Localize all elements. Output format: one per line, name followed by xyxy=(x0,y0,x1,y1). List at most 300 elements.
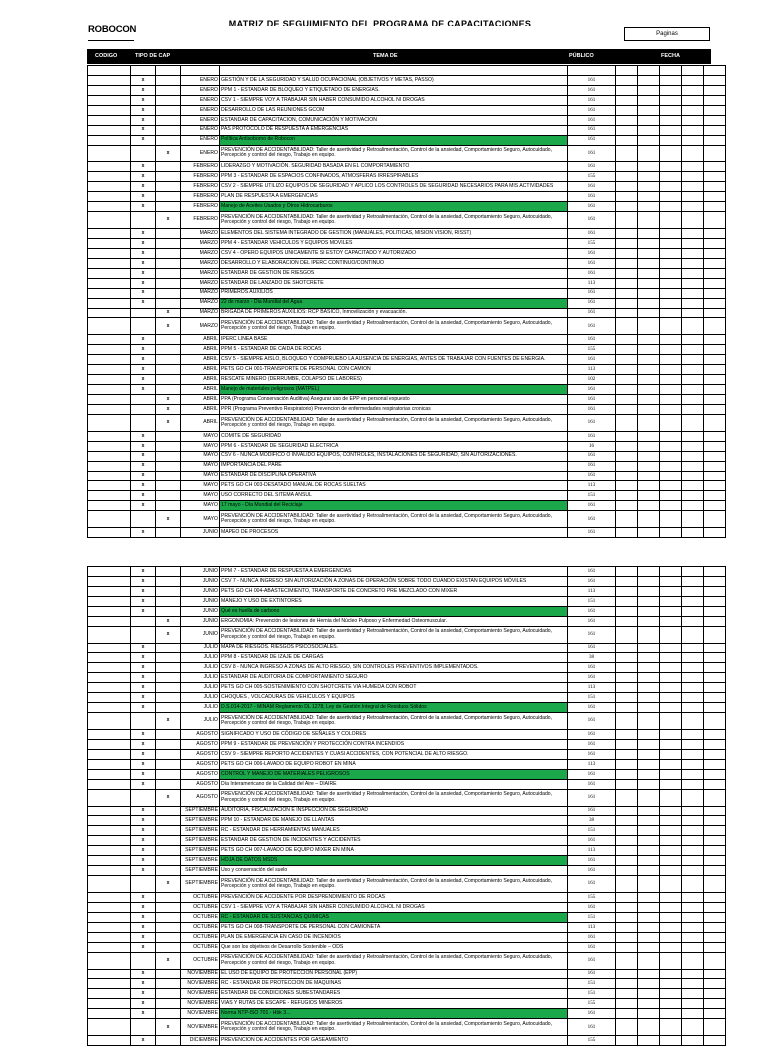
date-cell xyxy=(660,202,682,212)
date-cell xyxy=(638,653,660,663)
codigo-cell xyxy=(88,616,131,626)
date-cell xyxy=(638,258,660,268)
audience-cell: 161 xyxy=(568,105,616,115)
date-cell xyxy=(638,836,660,846)
date-cell xyxy=(616,345,638,355)
audience-cell: 155 xyxy=(568,1036,616,1046)
date-cell xyxy=(638,932,660,942)
date-cell xyxy=(660,365,682,375)
date-cell xyxy=(616,355,638,365)
tipo-mark-2: x xyxy=(156,626,181,643)
date-cell xyxy=(660,1019,682,1036)
date-cell xyxy=(660,135,682,145)
codigo-cell xyxy=(88,653,131,663)
date-cell xyxy=(616,683,638,693)
date-cell xyxy=(638,145,660,162)
table-row xyxy=(88,431,726,441)
tipo-mark-1: x xyxy=(131,162,156,172)
month-cell: ENERO xyxy=(181,105,220,115)
date-cell xyxy=(660,730,682,740)
date-cell xyxy=(638,846,660,856)
month-cell: JULIO xyxy=(181,643,220,653)
tipo-mark-1: x xyxy=(131,229,156,239)
tipo-mark-2 xyxy=(156,182,181,192)
tipo-mark-1: x xyxy=(131,989,156,999)
date-cell xyxy=(704,683,726,693)
audience-cell: 161 xyxy=(568,806,616,816)
date-cell xyxy=(638,471,660,481)
tipo-mark-1: x xyxy=(131,248,156,258)
date-cell xyxy=(616,932,638,942)
tipo-mark-1: x xyxy=(131,979,156,989)
audience-cell: 161 xyxy=(568,385,616,395)
date-cell xyxy=(704,616,726,626)
date-cell xyxy=(616,145,638,162)
topic-cell: AUDITORIA, FISCALIZACIÓN E INSPECCIÓN DE SEGURIDAD xyxy=(220,806,568,816)
month-cell: MARZO xyxy=(181,288,220,298)
table-row xyxy=(88,739,726,749)
date-cell xyxy=(660,431,682,441)
date-cell xyxy=(638,769,660,779)
date-cell xyxy=(704,394,726,404)
audience-cell: 113 xyxy=(568,481,616,491)
topic-cell: Manejo de Aceites Usados y Otros Hidrocarburos xyxy=(220,202,568,212)
month-cell: AGOSTO xyxy=(181,769,220,779)
audience-cell: 161 xyxy=(568,836,616,846)
codigo-cell xyxy=(88,856,131,866)
table-row xyxy=(88,192,726,202)
tipo-mark-1: x xyxy=(131,85,156,95)
date-cell xyxy=(682,501,704,511)
date-cell xyxy=(660,979,682,989)
date-cell xyxy=(704,932,726,942)
table-row xyxy=(88,856,726,866)
date-cell xyxy=(638,683,660,693)
audience-cell: 161 xyxy=(568,404,616,414)
table-row xyxy=(88,461,726,471)
topic-cell: BRIGADA DE PRIMEROS AUXILIOS: RCP BASICO, Inmovilización y evacuación. xyxy=(220,308,568,318)
date-cell xyxy=(660,912,682,922)
column-header-tema: TEMA DE xyxy=(373,53,398,59)
date-cell xyxy=(704,759,726,769)
codigo-cell xyxy=(88,730,131,740)
table-row xyxy=(88,779,726,789)
table-row xyxy=(88,1009,726,1019)
table-row xyxy=(88,471,726,481)
tipo-mark-2 xyxy=(156,238,181,248)
date-cell xyxy=(616,576,638,586)
month-cell: ENERO xyxy=(181,115,220,125)
month-cell: MAYO xyxy=(181,491,220,501)
date-cell xyxy=(660,248,682,258)
date-cell xyxy=(682,162,704,172)
tipo-mark-2 xyxy=(156,528,181,538)
date-cell xyxy=(682,663,704,673)
tipo-mark-2 xyxy=(156,749,181,759)
topic-cell: Manejo de materiales peligrosos (MATPEL) xyxy=(220,385,568,395)
date-cell xyxy=(616,856,638,866)
column-header-publico: PÚBLICO xyxy=(569,53,594,59)
table-row xyxy=(88,626,726,643)
date-cell xyxy=(704,471,726,481)
date-cell xyxy=(638,135,660,145)
empty-cell xyxy=(181,66,220,76)
date-cell xyxy=(682,461,704,471)
date-cell xyxy=(660,1036,682,1046)
date-cell xyxy=(704,922,726,932)
tipo-mark-2 xyxy=(156,912,181,922)
date-cell xyxy=(638,528,660,538)
tipo-mark-1: x xyxy=(131,749,156,759)
date-cell xyxy=(682,713,704,730)
date-cell xyxy=(660,528,682,538)
table-row xyxy=(88,125,726,135)
topic-cell: ESTANDAR DE AUDITORIA DE COMPORTAMIENTO SEGURO xyxy=(220,673,568,683)
topic-cell: PREVENCION DE ACCIDENTES POR GASEAMIENTO xyxy=(220,1036,568,1046)
tipo-mark-1: x xyxy=(131,451,156,461)
date-cell xyxy=(616,288,638,298)
codigo-cell xyxy=(88,969,131,979)
table-row xyxy=(88,836,726,846)
audience-cell: 113 xyxy=(568,278,616,288)
audience-cell: 161 xyxy=(568,135,616,145)
date-cell xyxy=(660,749,682,759)
table-row xyxy=(88,202,726,212)
table-row xyxy=(88,979,726,989)
tipo-mark-2 xyxy=(156,653,181,663)
month-cell: OCTUBRE xyxy=(181,893,220,903)
date-cell xyxy=(638,816,660,826)
date-cell xyxy=(704,739,726,749)
date-cell xyxy=(682,335,704,345)
codigo-cell xyxy=(88,942,131,952)
date-cell xyxy=(704,238,726,248)
month-cell: MARZO xyxy=(181,238,220,248)
tipo-mark-2 xyxy=(156,643,181,653)
date-cell xyxy=(704,298,726,308)
date-cell xyxy=(682,202,704,212)
date-cell xyxy=(682,979,704,989)
pages-box: Paginas xyxy=(624,27,710,41)
date-cell xyxy=(682,653,704,663)
table-row xyxy=(88,308,726,318)
empty-cell xyxy=(156,66,181,76)
date-cell xyxy=(638,826,660,836)
date-cell xyxy=(704,626,726,643)
topic-cell: PREVENCIÓN DE ACCIDENTABILIDAD: Taller de asertividad y Retroalimentación, Control de la ansiedad, Comportamiento Seguro, Autocuidado, Percepción y control del riesgo, Trabajo en equipo. xyxy=(220,145,568,162)
tipo-mark-1: x xyxy=(131,586,156,596)
date-cell xyxy=(660,626,682,643)
date-cell xyxy=(660,162,682,172)
date-cell xyxy=(638,606,660,616)
topic-cell: PETS GO CH 008-TRANSPORTE DE PERSONAL CON CAMIONETA xyxy=(220,922,568,932)
date-cell xyxy=(682,481,704,491)
topic-cell: PPM 1 - ESTANDAR DE BLOQUEO Y ETIQUETADO DE ENERGIAS. xyxy=(220,85,568,95)
empty-cell xyxy=(660,66,682,76)
table-row xyxy=(88,567,726,577)
tipo-mark-1: x xyxy=(131,238,156,248)
date-cell xyxy=(682,1036,704,1046)
date-cell xyxy=(616,95,638,105)
table-row xyxy=(88,511,726,528)
audience-cell: 161 xyxy=(568,932,616,942)
date-cell xyxy=(616,441,638,451)
date-cell xyxy=(660,673,682,683)
topic-cell: 17 mayo - Día Mundial del Reciclaje xyxy=(220,501,568,511)
tipo-mark-2 xyxy=(156,816,181,826)
topic-cell: HOJA DE DATOS MSDS xyxy=(220,856,568,866)
date-cell xyxy=(616,893,638,903)
date-cell xyxy=(682,528,704,538)
month-cell: JULIO xyxy=(181,683,220,693)
date-cell xyxy=(616,969,638,979)
date-cell xyxy=(704,308,726,318)
topic-cell: ERGONOMIA: Prevención de lesiones de Hernia del Núcleo Pulposo y Enfermedad Osteomuscular. xyxy=(220,616,568,626)
table-row xyxy=(88,278,726,288)
codigo-cell xyxy=(88,806,131,816)
date-cell xyxy=(616,125,638,135)
month-cell: AGOSTO xyxy=(181,730,220,740)
table-row xyxy=(88,451,726,461)
audience-cell: 161 xyxy=(568,567,616,577)
codigo-cell xyxy=(88,345,131,355)
date-cell xyxy=(638,229,660,239)
date-cell xyxy=(616,375,638,385)
date-cell xyxy=(616,192,638,202)
tipo-mark-2 xyxy=(156,172,181,182)
audience-cell: 113 xyxy=(568,586,616,596)
date-cell xyxy=(638,893,660,903)
audience-cell: 161 xyxy=(568,528,616,538)
codigo-cell xyxy=(88,335,131,345)
tipo-mark-2 xyxy=(156,1036,181,1046)
date-cell xyxy=(704,643,726,653)
date-cell xyxy=(660,806,682,816)
tipo-mark-1: x xyxy=(131,298,156,308)
date-cell xyxy=(704,145,726,162)
tipo-mark-2 xyxy=(156,703,181,713)
codigo-cell xyxy=(88,693,131,703)
month-cell: FEBRERO xyxy=(181,162,220,172)
tipo-mark-2: x xyxy=(156,713,181,730)
tipo-mark-1: x xyxy=(131,846,156,856)
date-cell xyxy=(616,759,638,769)
tipo-mark-2 xyxy=(156,759,181,769)
tipo-mark-2: x xyxy=(156,1019,181,1036)
topic-cell: MAPA DE RIESGOS. RIESGOS PSICOSOCIALES. xyxy=(220,643,568,653)
date-cell xyxy=(660,846,682,856)
date-cell xyxy=(660,1009,682,1019)
date-cell xyxy=(638,172,660,182)
topic-cell: PLAN DE RESPUESTA A EMERGENCIAS xyxy=(220,192,568,202)
date-cell xyxy=(704,912,726,922)
table-row xyxy=(88,922,726,932)
topic-cell: ESTANDAR DE LANZADO DE SHOTCRETE xyxy=(220,278,568,288)
table-row xyxy=(88,105,726,115)
date-cell xyxy=(616,135,638,145)
date-cell xyxy=(704,95,726,105)
date-cell xyxy=(616,212,638,229)
date-cell xyxy=(660,693,682,703)
date-cell xyxy=(638,596,660,606)
date-cell xyxy=(660,238,682,248)
topic-cell: PPM 9 - ESTANDAR DE PREVENCIÓN Y PROTECCIÓN CONTRA INCENDIOS xyxy=(220,739,568,749)
audience-cell: 161 xyxy=(568,643,616,653)
date-cell xyxy=(638,999,660,1009)
date-cell xyxy=(616,202,638,212)
table-row xyxy=(88,942,726,952)
audience-cell: 161 xyxy=(568,769,616,779)
date-cell xyxy=(704,182,726,192)
date-cell xyxy=(704,713,726,730)
date-cell xyxy=(660,769,682,779)
date-cell xyxy=(660,394,682,404)
audience-cell: 161 xyxy=(568,779,616,789)
audience-cell: 161 xyxy=(568,511,616,528)
date-cell xyxy=(660,893,682,903)
date-cell xyxy=(638,979,660,989)
date-cell xyxy=(704,481,726,491)
codigo-cell xyxy=(88,491,131,501)
tipo-mark-2 xyxy=(156,355,181,365)
date-cell xyxy=(616,1036,638,1046)
audience-cell: 16 xyxy=(568,441,616,451)
codigo-cell xyxy=(88,501,131,511)
tipo-mark-2 xyxy=(156,471,181,481)
date-cell xyxy=(704,1009,726,1019)
date-cell xyxy=(660,172,682,182)
date-cell xyxy=(704,703,726,713)
tipo-mark-2 xyxy=(156,202,181,212)
date-cell xyxy=(638,969,660,979)
date-cell xyxy=(638,567,660,577)
month-cell: ENERO xyxy=(181,125,220,135)
date-cell xyxy=(704,866,726,876)
tipo-mark-2 xyxy=(156,999,181,1009)
topic-cell: SIGNIFICADO Y USO DE CÓDIGO DE SEÑALES Y COLORES xyxy=(220,730,568,740)
date-cell xyxy=(638,375,660,385)
audience-cell: 161 xyxy=(568,192,616,202)
audience-cell: 161 xyxy=(568,856,616,866)
tipo-mark-1: x xyxy=(131,683,156,693)
codigo-cell xyxy=(88,229,131,239)
table-row xyxy=(88,394,726,404)
month-cell: MAYO xyxy=(181,471,220,481)
table-row xyxy=(88,404,726,414)
audience-cell: 161 xyxy=(568,1009,616,1019)
topic-cell: PETS GO CH 001-TRANSPORTE DE PERSONAL CON CAMION xyxy=(220,365,568,375)
table-row xyxy=(88,866,726,876)
table-row xyxy=(88,501,726,511)
date-cell xyxy=(638,288,660,298)
tipo-mark-1: x xyxy=(131,202,156,212)
date-cell xyxy=(616,85,638,95)
audience-cell: 155 xyxy=(568,172,616,182)
tipo-mark-1 xyxy=(131,626,156,643)
codigo-cell xyxy=(88,749,131,759)
table-row xyxy=(88,115,726,125)
date-cell xyxy=(660,335,682,345)
date-cell xyxy=(616,912,638,922)
date-cell xyxy=(682,606,704,616)
date-cell xyxy=(638,739,660,749)
date-cell xyxy=(638,912,660,922)
table-row xyxy=(88,693,726,703)
table-row xyxy=(88,229,726,239)
month-cell: FEBRERO xyxy=(181,192,220,202)
date-cell xyxy=(616,461,638,471)
date-cell xyxy=(704,375,726,385)
tipo-mark-2 xyxy=(156,135,181,145)
date-cell xyxy=(704,806,726,816)
topic-cell: PETS GO CH 003-DESATADO MANUAL DE ROCAS SUELTAS xyxy=(220,481,568,491)
date-cell xyxy=(616,730,638,740)
topic-cell: Política Antisoborno de Robocon xyxy=(220,135,568,145)
topic-cell: PETS GO CH 004-ABASTECIMIENTO, TRANSPORTE DE CONCRETO PRE MEZCLADO CON MIXER xyxy=(220,586,568,596)
empty-cell xyxy=(616,66,638,76)
table-row xyxy=(88,172,726,182)
audience-cell: 113 xyxy=(568,365,616,375)
date-cell xyxy=(682,739,704,749)
date-cell xyxy=(682,345,704,355)
date-cell xyxy=(682,258,704,268)
topic-cell: PREVENCIÓN DE ACCIDENTABILIDAD: Taller de asertividad y Retroalimentación, Control de la ansiedad, Comportamiento Seguro, Autocuidado, Percepción y control del riesgo, Trabajo en equipo. xyxy=(220,626,568,643)
date-cell xyxy=(682,1009,704,1019)
codigo-cell xyxy=(88,576,131,586)
date-cell xyxy=(616,491,638,501)
table-row xyxy=(88,95,726,105)
tipo-mark-2 xyxy=(156,836,181,846)
tipo-mark-2 xyxy=(156,451,181,461)
date-cell xyxy=(616,979,638,989)
month-cell: JULIO xyxy=(181,693,220,703)
date-cell xyxy=(616,1019,638,1036)
topic-cell: Qué es huella de carbono xyxy=(220,606,568,616)
date-cell xyxy=(660,278,682,288)
codigo-cell xyxy=(88,876,131,893)
topic-cell: ESTANDAR DE DISCIPLINA OPERATIVA xyxy=(220,471,568,481)
audience-cell: 161 xyxy=(568,626,616,643)
tipo-mark-2 xyxy=(156,461,181,471)
table-row xyxy=(88,335,726,345)
date-cell xyxy=(638,298,660,308)
date-cell xyxy=(638,278,660,288)
date-cell xyxy=(638,673,660,683)
date-cell xyxy=(704,769,726,779)
codigo-cell xyxy=(88,789,131,806)
date-cell xyxy=(616,414,638,431)
topic-cell: PPR (Programa Preventivo Respiratorio) Prevencion de enfermedades respiratorias cronicas xyxy=(220,404,568,414)
tipo-mark-1: x xyxy=(131,673,156,683)
tipo-mark-1: x xyxy=(131,779,156,789)
codigo-cell xyxy=(88,75,131,85)
date-cell xyxy=(660,902,682,912)
date-cell xyxy=(682,932,704,942)
date-cell xyxy=(682,693,704,703)
audience-cell: 161 xyxy=(568,451,616,461)
codigo-cell xyxy=(88,759,131,769)
topic-cell: PETS GO CH 005-SOSTENIMIENTO CON SHOTCRETE VIA HUMEDA CON ROBOT xyxy=(220,683,568,693)
audience-cell: 113 xyxy=(568,846,616,856)
tipo-mark-2 xyxy=(156,481,181,491)
empty-cell xyxy=(131,66,156,76)
date-cell xyxy=(682,268,704,278)
tipo-mark-2: x xyxy=(156,876,181,893)
table-row xyxy=(88,643,726,653)
date-cell xyxy=(616,596,638,606)
date-cell xyxy=(660,703,682,713)
date-cell xyxy=(704,162,726,172)
